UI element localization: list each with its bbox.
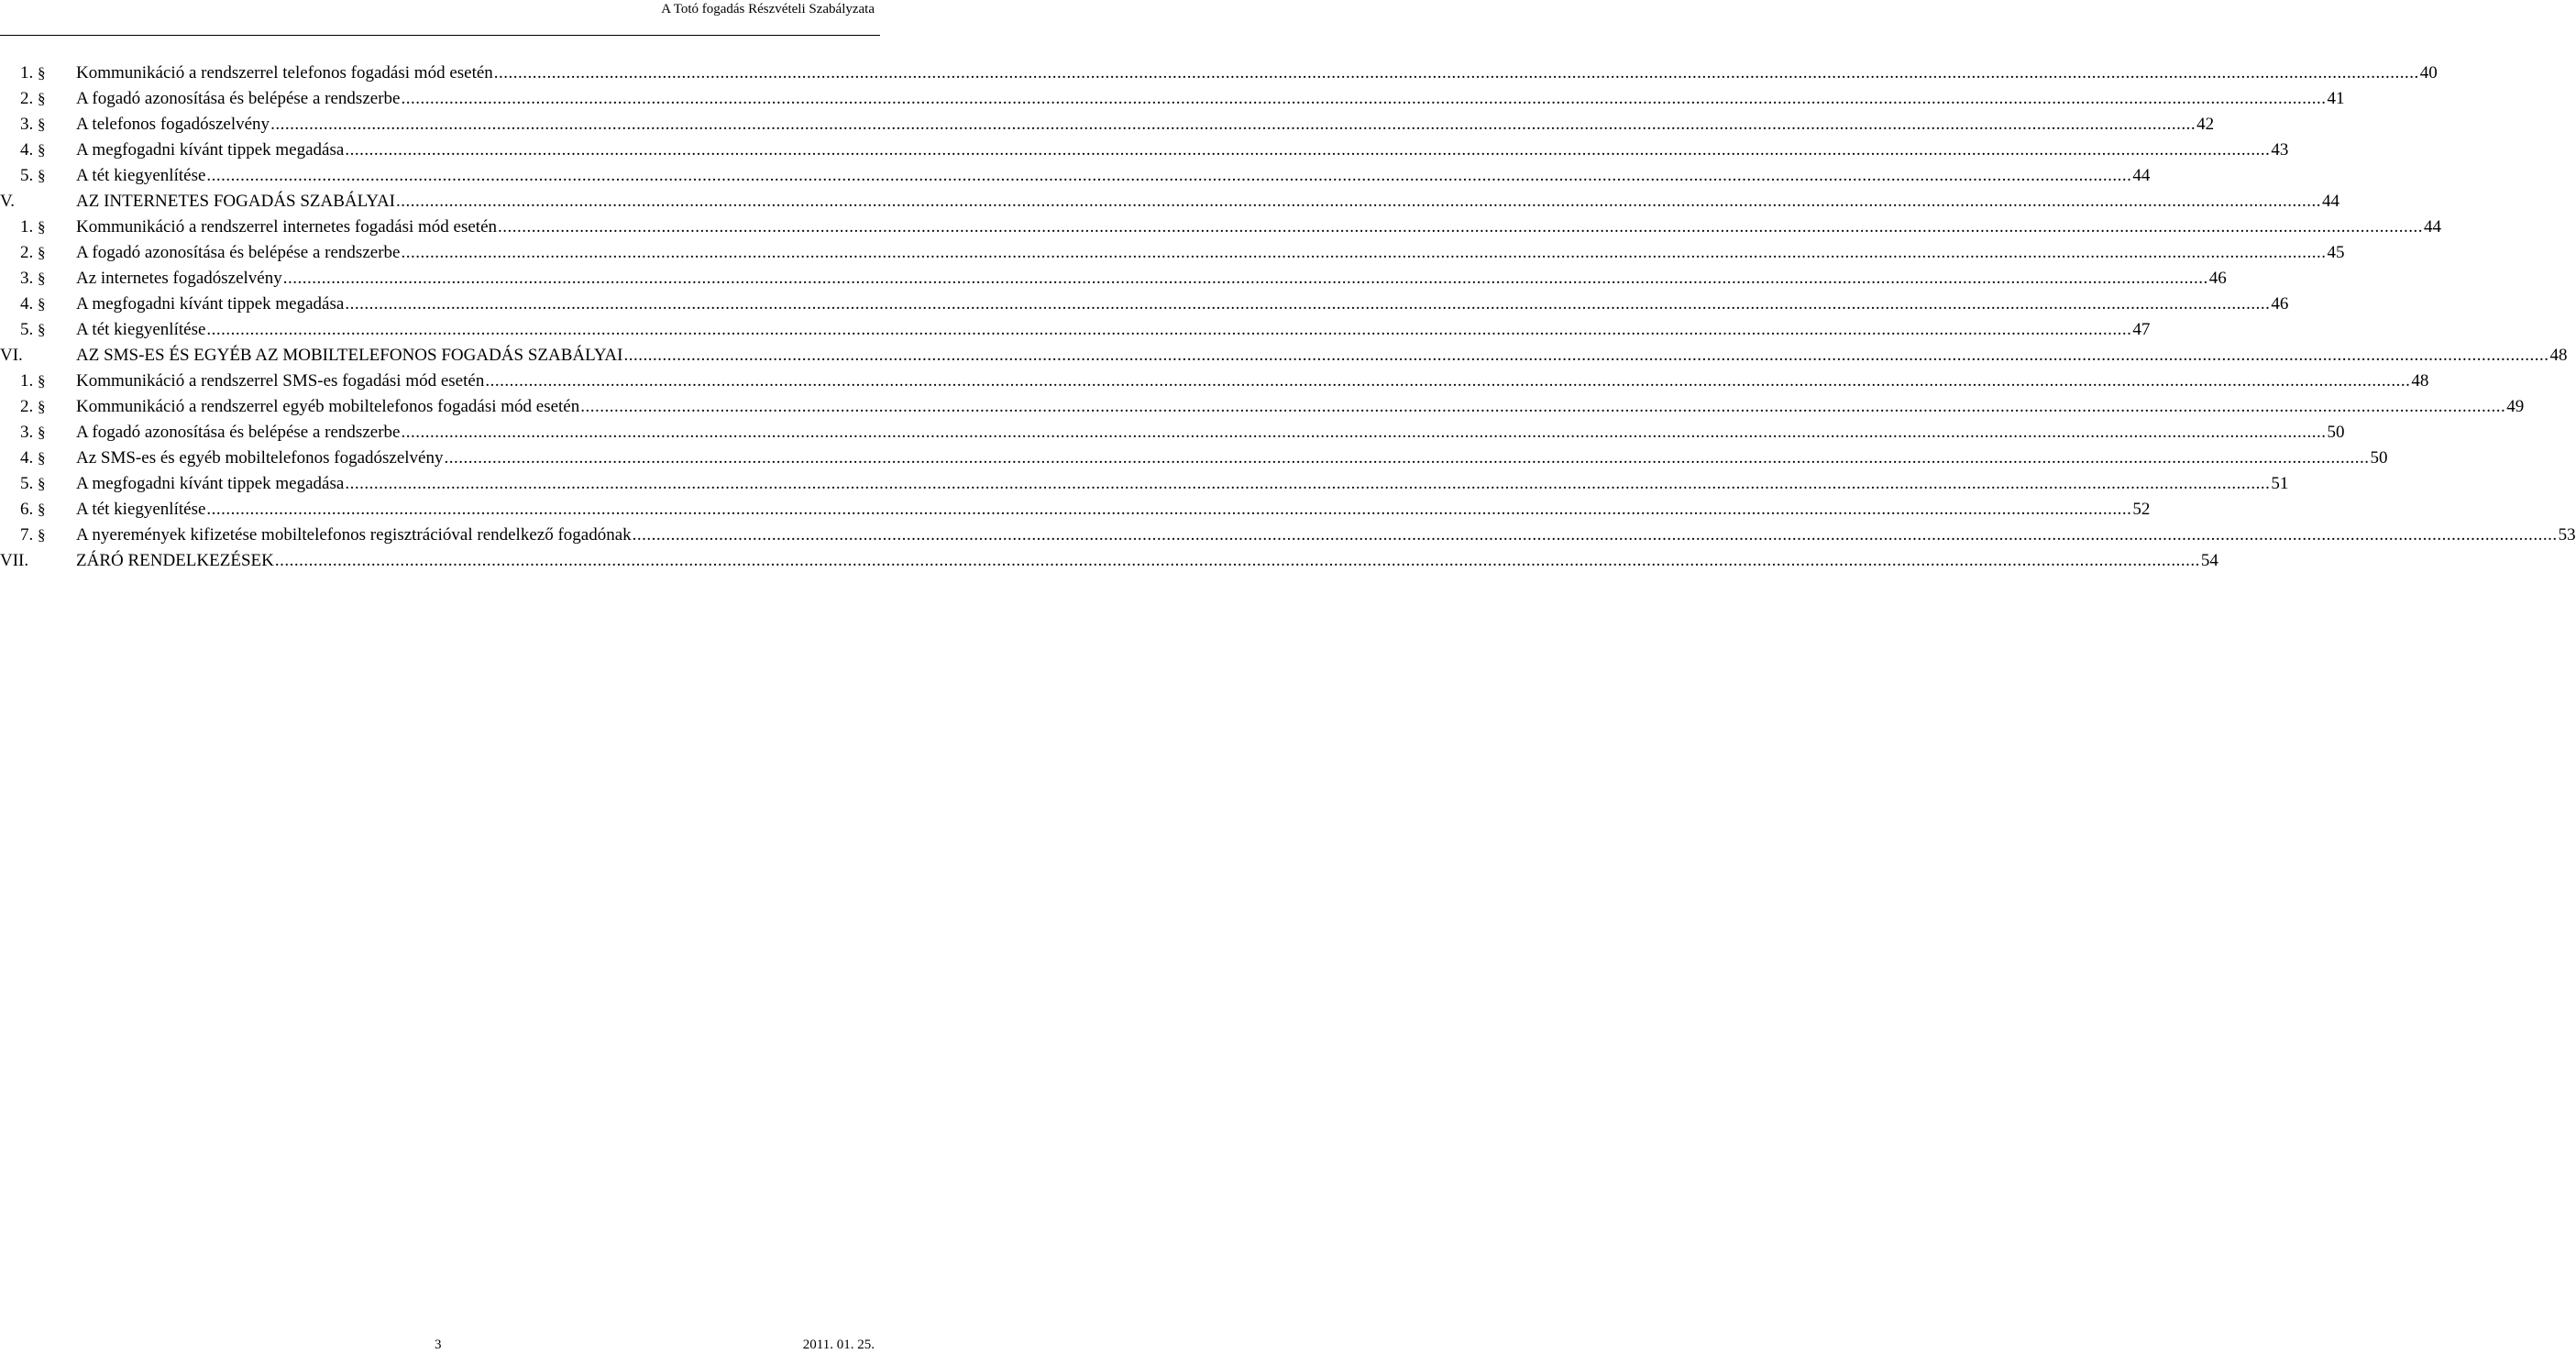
section-sign-icon: § [38, 501, 46, 518]
toc-dot-leader: ................................................................................................................................................................................................................................................................................................................................................................................................................ [345, 474, 2271, 493]
toc-dot-leader: ................................................................................................................................................................................................................................................................................................................................................................................................................ [493, 63, 2419, 83]
toc-dot-leader: ................................................................................................................................................................................................................................................................................................................................................................................................................ [270, 115, 2196, 134]
toc-entry-title: A fogadó azonosítása és belépése a rendszerbe [76, 423, 401, 442]
toc-page-number: 48 [2549, 346, 2568, 365]
toc-entry-title: A fogadó azonosítása és belépése a rendszerbe [76, 243, 401, 262]
toc-entry-title: A telefonos fogadószelvény [76, 115, 270, 134]
toc-page-number: 51 [2271, 474, 2289, 493]
toc-section-entry[interactable] [20, 215, 2441, 240]
toc-page-number: 52 [2132, 500, 2151, 519]
toc-section-entry[interactable] [20, 61, 2438, 86]
toc-page-number: 49 [2506, 397, 2525, 416]
toc-entry-title: A tét kiegyenlítése [76, 166, 206, 185]
toc-entry-number: 2. [20, 243, 34, 262]
toc-entry-number: 4. [20, 140, 34, 160]
toc-entry-number: 1. [20, 63, 34, 83]
toc-section-entry[interactable] [20, 394, 2525, 420]
toc-page-number: 41 [2327, 89, 2345, 108]
toc-page-number: 44 [2132, 166, 2151, 185]
toc-entry-title: AZ INTERNETES FOGADÁS SZABÁLYAI [76, 192, 396, 211]
toc-section-entry[interactable] [20, 138, 2289, 163]
toc-entry-number: 2. [20, 397, 34, 416]
toc-page-number: 46 [2208, 269, 2227, 288]
section-sign-icon: § [38, 526, 46, 544]
toc-dot-leader: ................................................................................................................................................................................................................................................................................................................................................................................................................ [206, 166, 2132, 185]
section-sign-icon: § [38, 321, 46, 338]
toc-dot-leader: ................................................................................................................................................................................................................................................................................................................................................................................................................ [580, 397, 2506, 416]
toc-page-number: 50 [2327, 423, 2345, 442]
toc-entry-title: Kommunikáció a rendszerrel internetes fogadási mód esetén [76, 217, 497, 237]
page-header-title: A Totó fogadás Részvételi Szabályzata [661, 2, 875, 17]
toc-dot-leader: ................................................................................................................................................................................................................................................................................................................................................................................................................ [498, 217, 2423, 237]
toc-section-entry[interactable] [20, 112, 2215, 138]
section-sign-icon: § [38, 270, 46, 287]
toc-entry-title: A tét kiegyenlítése [76, 320, 206, 339]
toc-entry-number: 7. [20, 525, 34, 545]
toc-page-number: 40 [2419, 63, 2438, 83]
toc-entry-title: A megfogadni kívánt tippek megadása [76, 474, 345, 493]
toc-chapter-entry[interactable] [0, 548, 2218, 574]
header-divider [0, 35, 880, 36]
toc-entry-title: A nyeremények kifizetése mobiltelefonos regisztrációval rendelkező fogadónak [76, 525, 632, 545]
toc-entry-title: Kommunikáció a rendszerrel SMS-es fogadási mód esetén [76, 371, 485, 391]
toc-entry-number: 6. [20, 500, 34, 519]
toc-dot-leader: ................................................................................................................................................................................................................................................................................................................................................................................................................ [623, 346, 2549, 365]
toc-section-entry[interactable] [20, 163, 2151, 189]
toc-dot-leader: ................................................................................................................................................................................................................................................................................................................................................................................................................ [401, 243, 2327, 262]
footer-date: 2011. 01. 25. [802, 1337, 875, 1352]
toc-page-number: 48 [2411, 371, 2429, 391]
toc-page-number: 44 [2424, 217, 2441, 237]
toc-entry-number: 4. [20, 294, 34, 314]
toc-entry-title: A megfogadni kívánt tippek megadása [76, 294, 345, 314]
toc-section-entry[interactable] [20, 523, 2576, 548]
section-sign-icon: § [38, 244, 46, 261]
toc-section-entry[interactable] [20, 446, 2388, 471]
section-sign-icon: § [38, 64, 46, 82]
toc-entry-number: 4. [20, 448, 34, 468]
toc-entry-number: 5. [20, 320, 34, 339]
section-sign-icon: § [38, 372, 46, 390]
toc-chapter-entry[interactable] [0, 189, 2340, 215]
table-of-contents [0, 61, 2576, 574]
toc-dot-leader: ................................................................................................................................................................................................................................................................................................................................................................................................................ [401, 89, 2327, 108]
toc-dot-leader: ................................................................................................................................................................................................................................................................................................................................................................................................................ [345, 294, 2271, 314]
toc-entry-number: 3. [20, 269, 34, 288]
toc-page-number: 50 [2370, 448, 2388, 468]
section-sign-icon: § [38, 475, 46, 492]
toc-section-entry[interactable] [20, 86, 2345, 112]
toc-dot-leader: ................................................................................................................................................................................................................................................................................................................................................................................................................ [401, 423, 2327, 442]
section-sign-icon: § [38, 167, 46, 184]
toc-entry-title: A tét kiegyenlítése [76, 500, 206, 519]
toc-dot-leader: ................................................................................................................................................................................................................................................................................................................................................................................................................ [206, 500, 2132, 519]
toc-dot-leader: ................................................................................................................................................................................................................................................................................................................................................................................................................ [632, 525, 2558, 545]
toc-entry-title: Kommunikáció a rendszerrel telefonos fogadási mód esetén [76, 63, 493, 83]
toc-section-entry[interactable] [20, 317, 2151, 343]
toc-dot-leader: ................................................................................................................................................................................................................................................................................................................................................................................................................ [345, 140, 2271, 160]
toc-dot-leader: ................................................................................................................................................................................................................................................................................................................................................................................................................ [396, 192, 2322, 211]
toc-entry-number: VI. [0, 346, 23, 365]
toc-entry-number: VII. [0, 551, 29, 570]
toc-section-entry[interactable] [20, 266, 2227, 292]
section-sign-icon: § [38, 141, 46, 159]
section-sign-icon: § [38, 424, 46, 441]
section-sign-icon: § [38, 295, 46, 313]
toc-page-number: 47 [2132, 320, 2151, 339]
toc-page-number: 54 [2200, 551, 2218, 570]
section-sign-icon: § [38, 398, 46, 415]
toc-page-number: 45 [2327, 243, 2345, 262]
footer-page-number: 3 [435, 1337, 442, 1352]
toc-entry-number: 2. [20, 89, 34, 108]
toc-page-number: 44 [2322, 192, 2340, 211]
toc-entry-title: ZÁRÓ RENDELKEZÉSEK [76, 551, 274, 570]
toc-entry-title: A fogadó azonosítása és belépése a rendszerbe [76, 89, 401, 108]
toc-dot-leader: ................................................................................................................................................................................................................................................................................................................................................................................................................ [274, 551, 2200, 570]
toc-entry-number: 3. [20, 423, 34, 442]
toc-entry-title: Az SMS-es és egyéb mobiltelefonos fogadószelvény [76, 448, 444, 468]
toc-dot-leader: ................................................................................................................................................................................................................................................................................................................................................................................................................ [282, 269, 2208, 288]
section-sign-icon: § [38, 449, 46, 467]
toc-chapter-entry[interactable] [0, 343, 2568, 369]
toc-entry-number: 1. [20, 217, 34, 237]
toc-section-entry[interactable] [20, 497, 2151, 523]
toc-dot-leader: ................................................................................................................................................................................................................................................................................................................................................................................................................ [206, 320, 2132, 339]
toc-section-entry[interactable] [20, 240, 2345, 266]
toc-entry-number: 3. [20, 115, 34, 134]
toc-section-entry[interactable] [20, 471, 2289, 497]
toc-entry-number: V. [0, 192, 16, 211]
toc-page-number: 42 [2196, 115, 2215, 134]
toc-page-number: 53 [2558, 525, 2576, 545]
toc-entry-number: 5. [20, 166, 34, 185]
toc-page-number: 46 [2271, 294, 2289, 314]
toc-page-number: 43 [2271, 140, 2289, 160]
section-sign-icon: § [38, 90, 46, 107]
section-sign-icon: § [38, 218, 46, 236]
section-sign-icon: § [38, 116, 46, 133]
toc-entry-number: 5. [20, 474, 34, 493]
toc-entry-title: Az internetes fogadószelvény [76, 269, 282, 288]
toc-entry-title: A megfogadni kívánt tippek megadása [76, 140, 345, 160]
toc-section-entry[interactable] [20, 420, 2345, 446]
toc-entry-title: AZ SMS-ES ÉS EGYÉB AZ MOBILTELEFONOS FOGADÁS SZABÁLYAI [76, 346, 623, 365]
toc-entry-title: Kommunikáció a rendszerrel egyéb mobiltelefonos fogadási mód esetén [76, 397, 580, 416]
toc-entry-number: 1. [20, 371, 34, 391]
toc-dot-leader: ................................................................................................................................................................................................................................................................................................................................................................................................................ [485, 371, 2411, 391]
toc-dot-leader: ................................................................................................................................................................................................................................................................................................................................................................................................................ [444, 448, 2370, 468]
toc-section-entry[interactable] [20, 369, 2429, 394]
toc-section-entry[interactable] [20, 292, 2289, 317]
